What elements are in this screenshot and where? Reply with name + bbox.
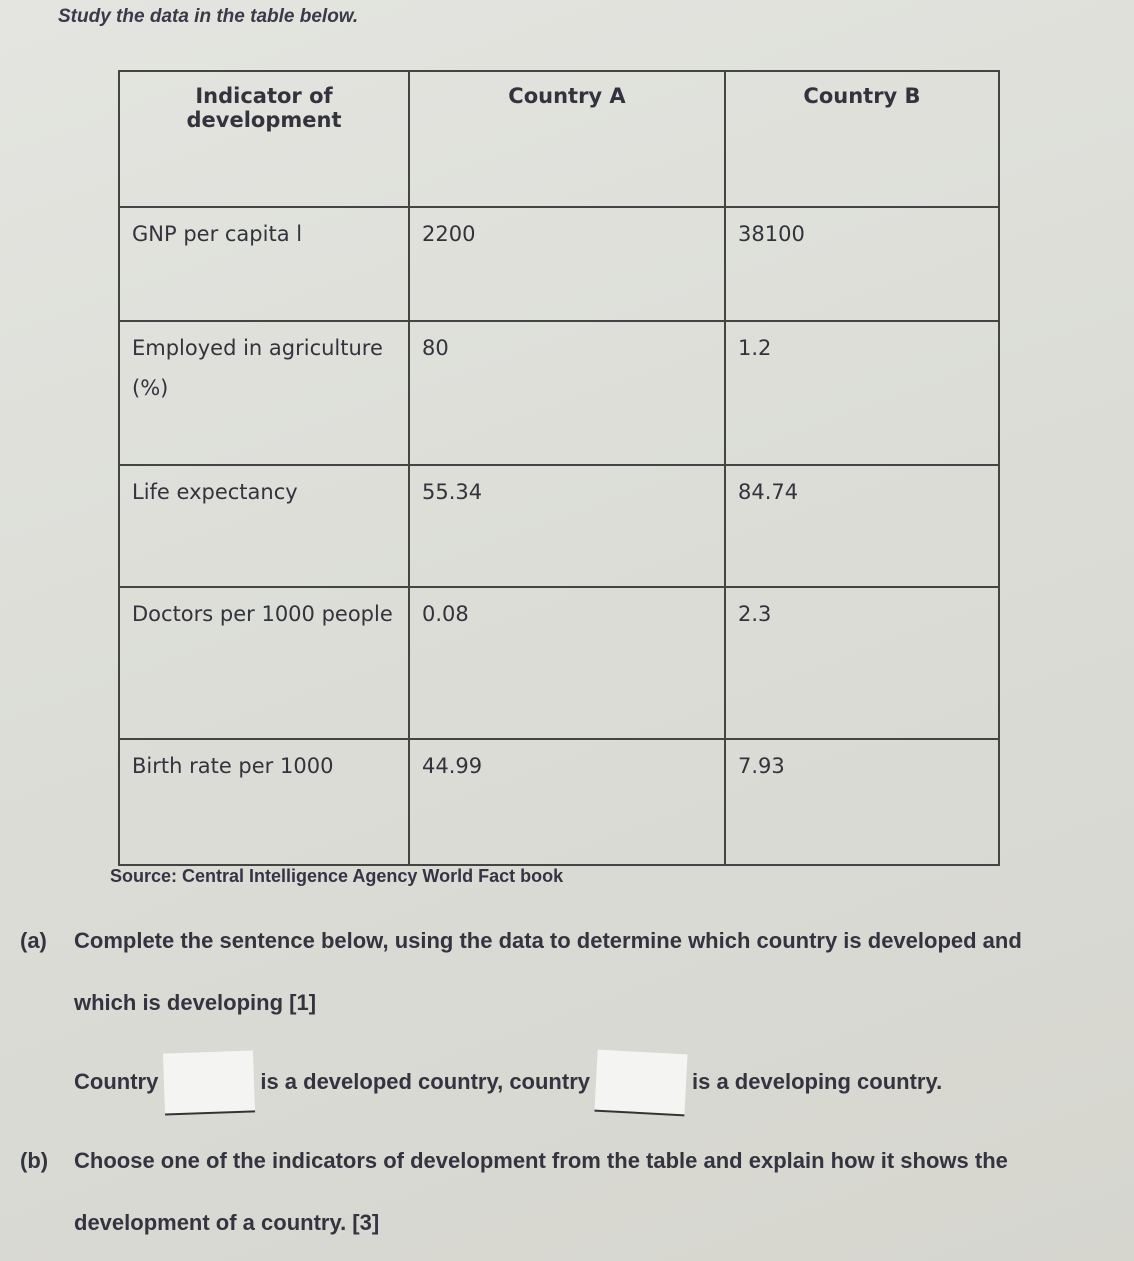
row-country-a: 0.08 xyxy=(409,587,725,739)
table-row xyxy=(119,207,999,321)
table-header-row xyxy=(119,71,999,207)
question-b-number: (b) xyxy=(20,1148,49,1173)
sentence-mid: is a developed country, country xyxy=(260,1068,590,1094)
row-indicator: Birth rate per 1000 xyxy=(119,739,409,865)
table-source: Source: Central Intelligence Agency World Fact book xyxy=(110,866,564,886)
table-row xyxy=(119,587,999,739)
row-country-b: 2.3 xyxy=(725,587,999,739)
sentence-end: is a developing country. xyxy=(692,1068,943,1094)
row-country-a: 55.34 xyxy=(409,465,725,587)
sentence-start: Country xyxy=(74,1068,159,1094)
table-row xyxy=(119,465,999,587)
row-country-a: 2200 xyxy=(409,207,725,321)
row-indicator: Employed in agriculture (%) xyxy=(119,321,409,465)
answer-sentence xyxy=(74,1052,942,1114)
intro-text: Study the data in the table below. xyxy=(58,6,359,27)
table-row xyxy=(119,321,999,465)
row-country-a: 44.99 xyxy=(409,739,725,865)
header-indicator: Indicator of development xyxy=(119,71,409,207)
question-a-line2: which is developing [1] xyxy=(74,990,317,1015)
header-country-b: Country B xyxy=(725,71,999,207)
row-country-b: 1.2 xyxy=(725,321,999,465)
row-country-b: 38100 xyxy=(725,207,999,321)
question-a-number: (a) xyxy=(20,928,47,953)
row-indicator: Doctors per 1000 people xyxy=(119,587,409,739)
table-row xyxy=(119,739,999,865)
row-country-b: 84.74 xyxy=(725,465,999,587)
row-indicator: Life expectancy xyxy=(119,465,409,587)
row-indicator: GNP per capita l xyxy=(119,207,409,321)
developing-country-blank[interactable] xyxy=(594,1050,687,1117)
question-a-line1: Complete the sentence below, using the data to determine which country is developed and xyxy=(74,928,1022,953)
row-country-b: 7.93 xyxy=(725,739,999,865)
developed-country-blank[interactable] xyxy=(163,1050,255,1115)
question-b-line2: development of a country. [3] xyxy=(74,1210,380,1235)
header-country-a: Country A xyxy=(409,71,725,207)
row-country-a: 80 xyxy=(409,321,725,465)
indicators-table xyxy=(118,70,1000,866)
question-b-line1: Choose one of the indicators of development from the table and explain how it shows the xyxy=(74,1148,1008,1173)
